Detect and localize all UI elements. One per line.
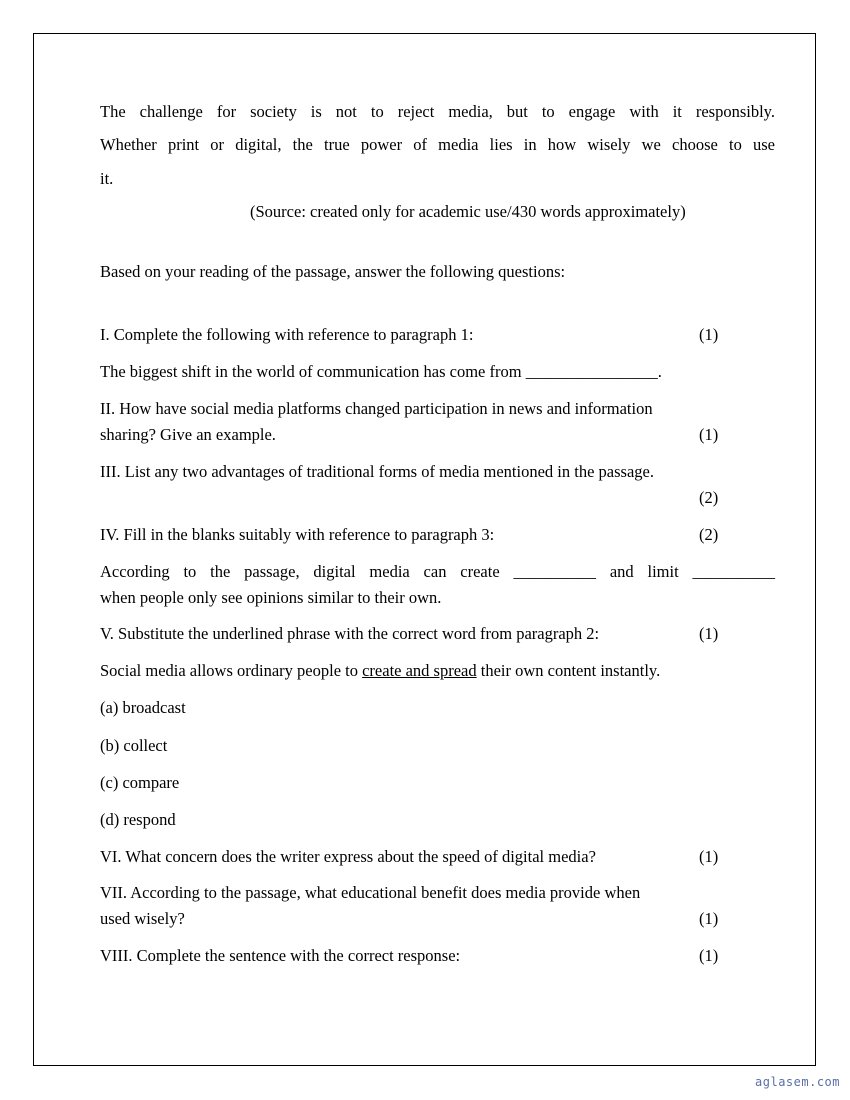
question-5: V. Substitute the underlined phrase with the correct word from paragraph 2:	[100, 624, 600, 643]
option-a: (a) broadcast	[100, 698, 186, 717]
question-4-sentence-line-2: when people only see opinions similar to their own.	[100, 588, 442, 607]
question-7-marks: (1)	[699, 909, 719, 928]
passage-line-2: Whether print or digital, the true power of media lies in how wisely we choose to use	[100, 135, 775, 154]
question-2-line-2: sharing? Give an example.	[100, 425, 276, 444]
question-4-marks: (2)	[699, 525, 719, 544]
sentence-after: their own content instantly.	[476, 661, 661, 680]
passage-line-1: The challenge for society is not to reject media, but to engage with it responsibly.	[100, 102, 775, 121]
option-c: (c) compare	[100, 773, 180, 792]
passage-line-3: it.	[100, 169, 114, 188]
question-6: VI. What concern does the writer express about the speed of digital media?	[100, 847, 596, 866]
option-d: (d) respond	[100, 810, 176, 829]
question-4: IV. Fill in the blanks suitably with reference to paragraph 3:	[100, 525, 495, 544]
instructions: Based on your reading of the passage, answer the following questions:	[100, 262, 566, 281]
question-1-marks: (1)	[699, 325, 719, 344]
question-5-sentence	[100, 661, 660, 681]
passage-source: (Source: created only for academic use/430 words approximately)	[250, 202, 686, 221]
question-3: III. List any two advantages of traditional forms of media mentioned in the passage.	[100, 462, 654, 481]
option-b: (b) collect	[100, 736, 168, 755]
question-3-marks: (2)	[699, 488, 719, 507]
underlined-phrase: create and spread	[362, 661, 477, 680]
question-7-line-1: VII. According to the passage, what educational benefit does media provide when	[100, 883, 641, 902]
question-6-marks: (1)	[699, 847, 719, 866]
question-2-marks: (1)	[699, 425, 719, 444]
question-5-marks: (1)	[699, 624, 719, 643]
sentence-before: Social media allows ordinary people to	[100, 661, 363, 680]
question-7-line-2: used wisely?	[100, 909, 185, 928]
watermark-link[interactable]: aglasem.com	[755, 1075, 840, 1089]
question-8: VIII. Complete the sentence with the correct response:	[100, 946, 461, 965]
question-1-sentence: The biggest shift in the world of communication has come from ________________.	[100, 362, 662, 381]
question-4-sentence-line-1: According to the passage, digital media can create __________ and limit __________	[100, 562, 775, 581]
question-1: I. Complete the following with reference to paragraph 1:	[100, 325, 474, 344]
question-8-marks: (1)	[699, 946, 719, 965]
question-2-line-1: II. How have social media platforms changed participation in news and information	[100, 399, 653, 418]
